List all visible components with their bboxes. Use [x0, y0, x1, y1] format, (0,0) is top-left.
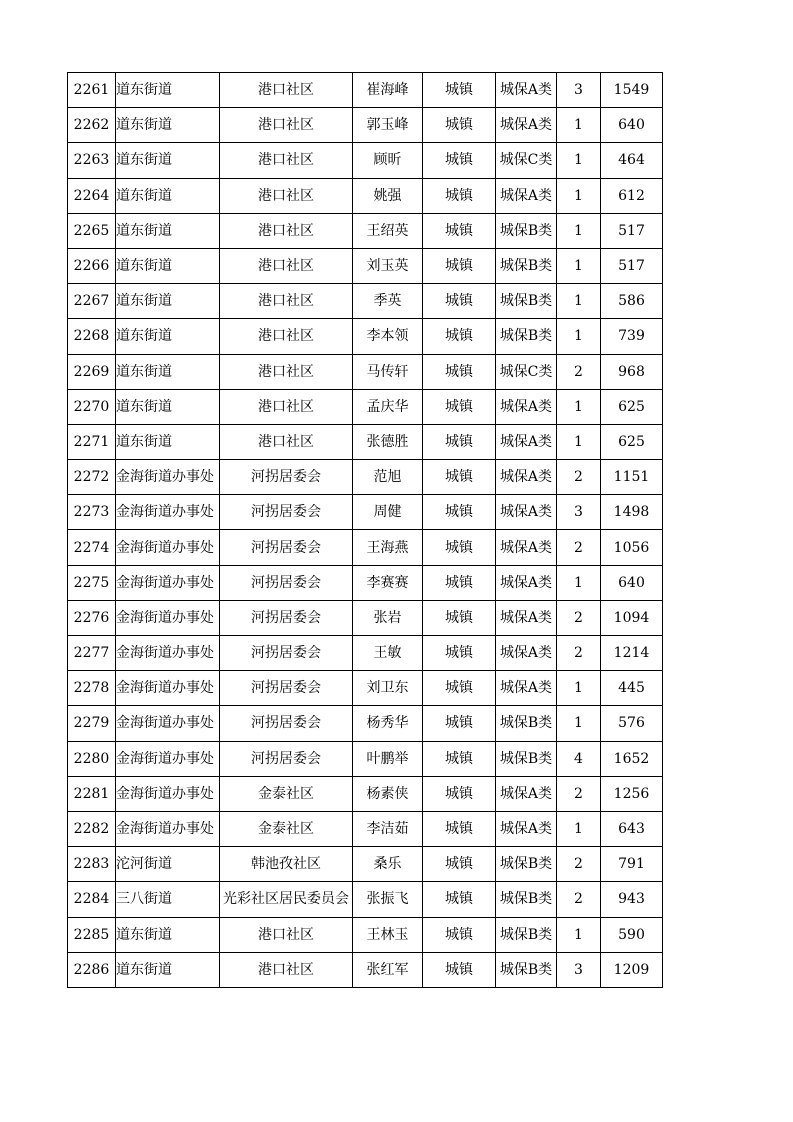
table-row [68, 460, 663, 495]
cell-type: 城镇 [423, 319, 496, 354]
cell-name: 马传轩 [353, 354, 423, 389]
cell-id: 2264 [68, 178, 116, 213]
cell-id: 2269 [68, 354, 116, 389]
cell-count: 2 [557, 600, 601, 635]
cell-count: 2 [557, 776, 601, 811]
cell-street: 金海街道办事处 [116, 671, 220, 706]
cell-type: 城镇 [423, 248, 496, 283]
cell-street: 道东街道 [116, 917, 220, 952]
cell-category: 城保C类 [496, 354, 557, 389]
cell-community: 金泰社区 [220, 811, 353, 846]
cell-name: 王林玉 [353, 917, 423, 952]
cell-street: 道东街道 [116, 389, 220, 424]
cell-street: 金海街道办事处 [116, 460, 220, 495]
table-row [68, 671, 663, 706]
table-body [68, 73, 663, 988]
cell-category: 城保A类 [496, 530, 557, 565]
cell-type: 城镇 [423, 424, 496, 459]
cell-community: 港口社区 [220, 178, 353, 213]
cell-id: 2263 [68, 143, 116, 178]
cell-id: 2283 [68, 847, 116, 882]
cell-community: 金泰社区 [220, 776, 353, 811]
cell-category: 城保A类 [496, 671, 557, 706]
records-table [67, 72, 663, 988]
cell-community: 港口社区 [220, 319, 353, 354]
cell-amount: 1549 [601, 73, 663, 108]
cell-street: 金海街道办事处 [116, 706, 220, 741]
table-row [68, 636, 663, 671]
cell-name: 李洁茹 [353, 811, 423, 846]
cell-type: 城镇 [423, 354, 496, 389]
cell-amount: 1214 [601, 636, 663, 671]
cell-community: 港口社区 [220, 354, 353, 389]
cell-count: 1 [557, 213, 601, 248]
cell-name: 刘卫东 [353, 671, 423, 706]
cell-community: 港口社区 [220, 917, 353, 952]
table-row [68, 811, 663, 846]
cell-amount: 640 [601, 565, 663, 600]
cell-count: 1 [557, 424, 601, 459]
cell-count: 1 [557, 811, 601, 846]
cell-street: 道东街道 [116, 354, 220, 389]
cell-street: 道东街道 [116, 424, 220, 459]
cell-category: 城保A类 [496, 108, 557, 143]
cell-community: 港口社区 [220, 73, 353, 108]
cell-amount: 464 [601, 143, 663, 178]
cell-amount: 586 [601, 284, 663, 319]
cell-name: 张岩 [353, 600, 423, 635]
cell-count: 1 [557, 319, 601, 354]
cell-category: 城保A类 [496, 495, 557, 530]
cell-category: 城保A类 [496, 600, 557, 635]
cell-category: 城保A类 [496, 73, 557, 108]
cell-name: 李赛赛 [353, 565, 423, 600]
cell-type: 城镇 [423, 530, 496, 565]
cell-name: 刘玉英 [353, 248, 423, 283]
cell-name: 孟庆华 [353, 389, 423, 424]
cell-community: 河拐居委会 [220, 530, 353, 565]
cell-street: 道东街道 [116, 213, 220, 248]
cell-type: 城镇 [423, 671, 496, 706]
cell-id: 2281 [68, 776, 116, 811]
cell-type: 城镇 [423, 741, 496, 776]
cell-category: 城保A类 [496, 178, 557, 213]
cell-count: 1 [557, 284, 601, 319]
cell-id: 2286 [68, 952, 116, 987]
cell-category: 城保B类 [496, 882, 557, 917]
cell-type: 城镇 [423, 776, 496, 811]
cell-category: 城保B类 [496, 248, 557, 283]
cell-street: 道东街道 [116, 952, 220, 987]
cell-type: 城镇 [423, 952, 496, 987]
cell-id: 2265 [68, 213, 116, 248]
cell-category: 城保B类 [496, 213, 557, 248]
cell-name: 王绍英 [353, 213, 423, 248]
cell-street: 道东街道 [116, 143, 220, 178]
cell-count: 3 [557, 952, 601, 987]
cell-amount: 576 [601, 706, 663, 741]
table-row [68, 389, 663, 424]
cell-id: 2273 [68, 495, 116, 530]
cell-name: 顾昕 [353, 143, 423, 178]
cell-community: 河拐居委会 [220, 671, 353, 706]
cell-amount: 739 [601, 319, 663, 354]
cell-category: 城保C类 [496, 143, 557, 178]
table-row [68, 319, 663, 354]
table-row [68, 424, 663, 459]
cell-id: 2280 [68, 741, 116, 776]
cell-name: 郭玉峰 [353, 108, 423, 143]
table-row [68, 741, 663, 776]
cell-count: 3 [557, 495, 601, 530]
cell-id: 2274 [68, 530, 116, 565]
cell-type: 城镇 [423, 847, 496, 882]
cell-count: 1 [557, 389, 601, 424]
cell-count: 1 [557, 143, 601, 178]
cell-amount: 1498 [601, 495, 663, 530]
cell-category: 城保B类 [496, 319, 557, 354]
cell-amount: 1151 [601, 460, 663, 495]
cell-community: 港口社区 [220, 952, 353, 987]
cell-street: 道东街道 [116, 319, 220, 354]
cell-category: 城保A类 [496, 460, 557, 495]
cell-type: 城镇 [423, 600, 496, 635]
table-row [68, 178, 663, 213]
cell-name: 姚强 [353, 178, 423, 213]
cell-count: 1 [557, 178, 601, 213]
cell-name: 杨秀华 [353, 706, 423, 741]
cell-category: 城保A类 [496, 636, 557, 671]
cell-type: 城镇 [423, 882, 496, 917]
cell-category: 城保B类 [496, 284, 557, 319]
cell-type: 城镇 [423, 108, 496, 143]
cell-community: 河拐居委会 [220, 636, 353, 671]
cell-community: 光彩社区居民委员会 [220, 882, 353, 917]
cell-category: 城保B类 [496, 741, 557, 776]
cell-count: 2 [557, 460, 601, 495]
table-row [68, 213, 663, 248]
table-row [68, 565, 663, 600]
cell-street: 金海街道办事处 [116, 741, 220, 776]
cell-amount: 517 [601, 248, 663, 283]
cell-street: 金海街道办事处 [116, 636, 220, 671]
cell-community: 港口社区 [220, 284, 353, 319]
cell-id: 2277 [68, 636, 116, 671]
cell-category: 城保A类 [496, 565, 557, 600]
cell-community: 港口社区 [220, 424, 353, 459]
cell-name: 张振飞 [353, 882, 423, 917]
cell-street: 道东街道 [116, 284, 220, 319]
cell-id: 2268 [68, 319, 116, 354]
cell-name: 张德胜 [353, 424, 423, 459]
cell-id: 2284 [68, 882, 116, 917]
table-row [68, 917, 663, 952]
cell-amount: 625 [601, 424, 663, 459]
cell-amount: 517 [601, 213, 663, 248]
cell-id: 2279 [68, 706, 116, 741]
cell-community: 河拐居委会 [220, 565, 353, 600]
cell-name: 李本领 [353, 319, 423, 354]
cell-type: 城镇 [423, 213, 496, 248]
cell-type: 城镇 [423, 811, 496, 846]
cell-count: 2 [557, 530, 601, 565]
cell-count: 4 [557, 741, 601, 776]
cell-id: 2271 [68, 424, 116, 459]
cell-count: 1 [557, 917, 601, 952]
cell-type: 城镇 [423, 495, 496, 530]
cell-id: 2262 [68, 108, 116, 143]
table-row [68, 73, 663, 108]
table-row [68, 495, 663, 530]
cell-id: 2278 [68, 671, 116, 706]
cell-name: 王海燕 [353, 530, 423, 565]
cell-amount: 1652 [601, 741, 663, 776]
cell-id: 2267 [68, 284, 116, 319]
cell-category: 城保B类 [496, 917, 557, 952]
cell-street: 三八街道 [116, 882, 220, 917]
cell-name: 王敏 [353, 636, 423, 671]
cell-community: 河拐居委会 [220, 741, 353, 776]
cell-type: 城镇 [423, 917, 496, 952]
table-row [68, 776, 663, 811]
cell-street: 金海街道办事处 [116, 776, 220, 811]
cell-category: 城保B类 [496, 706, 557, 741]
cell-street: 金海街道办事处 [116, 811, 220, 846]
table-row [68, 847, 663, 882]
table-row [68, 706, 663, 741]
cell-street: 道东街道 [116, 178, 220, 213]
cell-street: 道东街道 [116, 108, 220, 143]
cell-name: 范旭 [353, 460, 423, 495]
cell-community: 港口社区 [220, 248, 353, 283]
cell-type: 城镇 [423, 565, 496, 600]
cell-id: 2285 [68, 917, 116, 952]
cell-amount: 625 [601, 389, 663, 424]
cell-name: 周健 [353, 495, 423, 530]
cell-type: 城镇 [423, 284, 496, 319]
table-row [68, 143, 663, 178]
cell-amount: 1094 [601, 600, 663, 635]
cell-community: 港口社区 [220, 108, 353, 143]
cell-count: 2 [557, 882, 601, 917]
cell-street: 金海街道办事处 [116, 530, 220, 565]
cell-amount: 1056 [601, 530, 663, 565]
cell-amount: 643 [601, 811, 663, 846]
cell-amount: 445 [601, 671, 663, 706]
cell-community: 河拐居委会 [220, 495, 353, 530]
cell-id: 2275 [68, 565, 116, 600]
cell-category: 城保A类 [496, 424, 557, 459]
cell-community: 港口社区 [220, 213, 353, 248]
cell-community: 河拐居委会 [220, 706, 353, 741]
cell-amount: 943 [601, 882, 663, 917]
cell-amount: 612 [601, 178, 663, 213]
cell-id: 2282 [68, 811, 116, 846]
cell-street: 道东街道 [116, 248, 220, 283]
cell-count: 1 [557, 108, 601, 143]
cell-amount: 968 [601, 354, 663, 389]
cell-count: 2 [557, 636, 601, 671]
cell-name: 张红军 [353, 952, 423, 987]
cell-category: 城保A类 [496, 776, 557, 811]
cell-category: 城保B类 [496, 847, 557, 882]
table-row [68, 882, 663, 917]
table-row [68, 952, 663, 987]
table-row [68, 530, 663, 565]
cell-id: 2272 [68, 460, 116, 495]
cell-category: 城保A类 [496, 811, 557, 846]
cell-category: 城保A类 [496, 389, 557, 424]
cell-name: 季英 [353, 284, 423, 319]
cell-amount: 1209 [601, 952, 663, 987]
table-row [68, 354, 663, 389]
cell-name: 杨素侠 [353, 776, 423, 811]
cell-community: 韩池孜社区 [220, 847, 353, 882]
cell-amount: 791 [601, 847, 663, 882]
cell-type: 城镇 [423, 706, 496, 741]
cell-street: 金海街道办事处 [116, 565, 220, 600]
cell-category: 城保B类 [496, 952, 557, 987]
cell-name: 崔海峰 [353, 73, 423, 108]
table-row [68, 284, 663, 319]
cell-count: 2 [557, 354, 601, 389]
cell-id: 2270 [68, 389, 116, 424]
table-row [68, 600, 663, 635]
cell-amount: 1256 [601, 776, 663, 811]
cell-name: 叶鹏举 [353, 741, 423, 776]
cell-street: 沱河街道 [116, 847, 220, 882]
table-row [68, 248, 663, 283]
cell-street: 金海街道办事处 [116, 495, 220, 530]
cell-street: 道东街道 [116, 73, 220, 108]
cell-count: 1 [557, 248, 601, 283]
cell-community: 河拐居委会 [220, 460, 353, 495]
cell-type: 城镇 [423, 178, 496, 213]
cell-type: 城镇 [423, 73, 496, 108]
cell-type: 城镇 [423, 636, 496, 671]
cell-count: 1 [557, 671, 601, 706]
cell-id: 2261 [68, 73, 116, 108]
cell-count: 2 [557, 847, 601, 882]
cell-community: 港口社区 [220, 143, 353, 178]
cell-id: 2266 [68, 248, 116, 283]
table-row [68, 108, 663, 143]
cell-name: 桑乐 [353, 847, 423, 882]
cell-community: 港口社区 [220, 389, 353, 424]
cell-amount: 590 [601, 917, 663, 952]
cell-type: 城镇 [423, 143, 496, 178]
cell-community: 河拐居委会 [220, 600, 353, 635]
cell-count: 3 [557, 73, 601, 108]
cell-count: 1 [557, 706, 601, 741]
cell-type: 城镇 [423, 389, 496, 424]
cell-type: 城镇 [423, 460, 496, 495]
cell-count: 1 [557, 565, 601, 600]
cell-id: 2276 [68, 600, 116, 635]
cell-street: 金海街道办事处 [116, 600, 220, 635]
cell-amount: 640 [601, 108, 663, 143]
